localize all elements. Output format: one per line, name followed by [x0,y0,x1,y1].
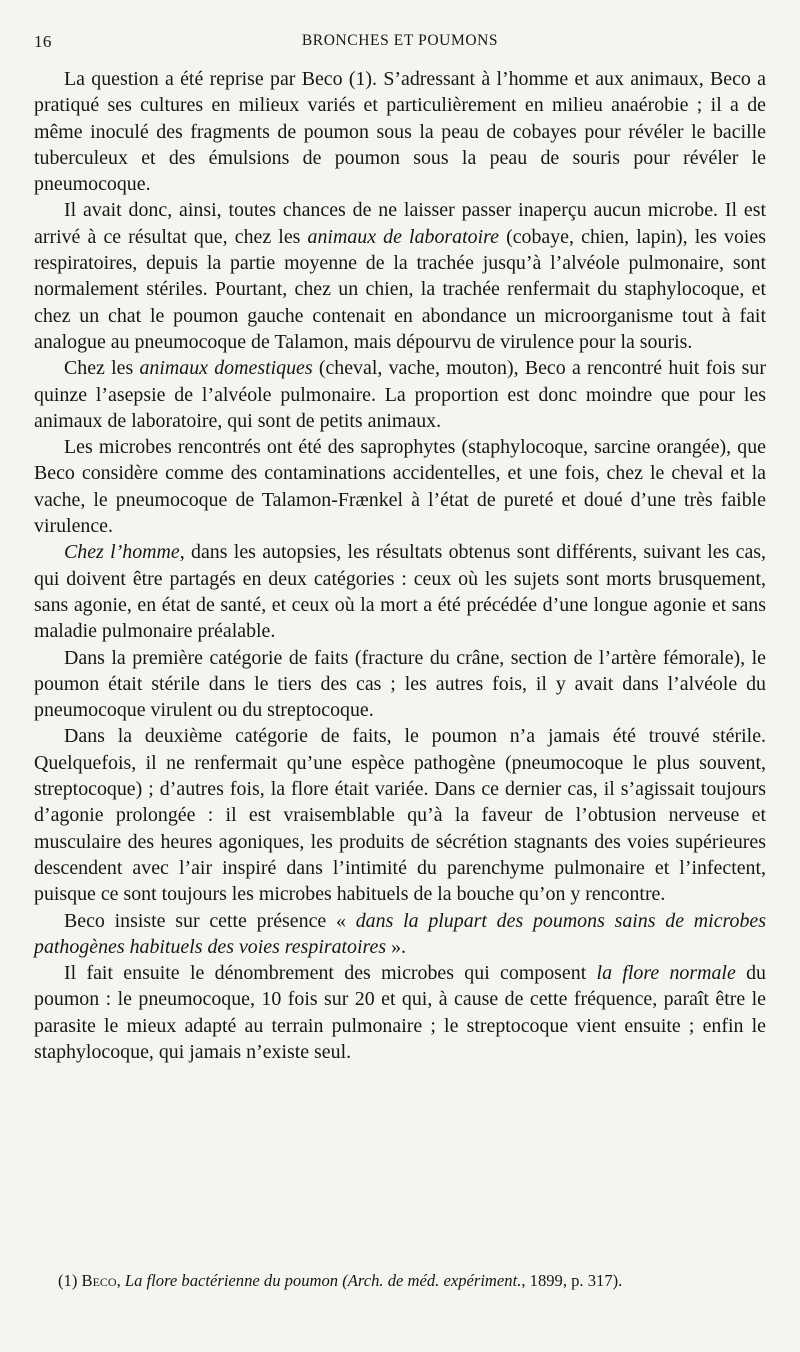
text-run: Dans la deuxième catégorie de faits, le poumon n’a jamais été trouvé stérile. Quelquefois, il ne renfermait qu’une espèce pathogène (pneumocoque le plus souvent, streptocoque) ; d’autres fois, la flore était variée. Dans ce dernier cas, il s’agissait toujours d’agonie prolongée : il est vraisemblable qu’à la faveur de l’obtusion nerveuse et musculaire des heures agoniques, les produits de sécrétion stagnants des voies supérieures descendent avec l’air inspiré dans l’intimité du parenchyme pulmonaire et l’infectent, puisque ce sont toujours les microbes habituels de la bouche qu’on y rencontre. [34,725,766,906]
body-text [34,66,766,1065]
paragraph [34,645,766,724]
italic-text: (Arch. de méd. expériment. [338,1271,522,1290]
page-header [34,28,766,54]
text-run: ». [386,935,406,958]
running-title: BRONCHES ET POUMONS [301,32,499,49]
text-run: Beco insiste sur cette présence « [64,909,356,932]
text-run: , dans les autopsies, les résultats obtenus sont différents, suivant les cas, qui doivent être partagés en deux catégories : ceux où les sujets sont morts brusquement, sans agonie, en état de santé, et ceux où la mort a été précédée d’une longue agonie et sans maladie pulmonaire préalable. [34,541,767,643]
text-run: Les microbes rencontrés ont été des saprophytes (staphylocoque, sarcine orangée), que Beco considère comme des contaminations accidentelles, et une fois, chez le cheval et la vache, le pneumocoque de Talamon-Frænkel à l’état de pureté et doué d’une très faible virulence. [34,436,766,538]
text-run: (cheval, vache, mouton), Beco a rencontré huit fois sur quinze l’asepsie de l’alvéole pulmonaire. La proportion est donc moindre que pour les animaux de laboratoire, qui sont de petits animaux. [34,357,766,432]
footnote [34,1270,766,1292]
paragraph [34,434,766,539]
text-run: Chez les [64,357,140,380]
paragraph [34,355,766,434]
paragraph [34,539,766,644]
text-run: Il avait donc, ainsi, toutes chances de ne laisser passer inaperçu aucun microbe. Il est arrivé à ce résultat que, chez les [34,199,766,248]
paragraph [34,723,766,907]
text-run: Dans la première catégorie de faits (fracture du crâne, section de l’artère fémorale), le poumon était stérile dans le tiers des cas ; les autres fois, il y avait dans l’alvéole du pneumocoque virulent ou du streptocoque. [34,646,766,722]
paragraph [34,908,766,961]
italic-text: la flore normale [596,962,736,985]
italic-text: dans la plupart des poumons sains de microbes pathogènes habituels des voies respiratoires [34,909,766,958]
italic-text: Chez l’homme [64,541,180,564]
page-number: 16 [34,32,52,51]
text-run: (cobaye, chien, lapin), les voies respiratoires, depuis la partie moyenne de la trachée jusqu’à l’alvéole pulmonaire, sont normalement stériles. Pourtant, chez un chien, la trachée renfermait du staphylocoque, et chez un chat le poumon gauche contenait en abondance un microorganisme tout à fait analogue au pneumocoque de Talamon, mais dépourvu de virulence pour la souris. [34,225,766,353]
text-run: (1) [58,1271,82,1290]
text-run: Il fait ensuite le dénombrement des microbes qui composent [64,962,597,985]
paragraph [34,197,766,355]
italic-text: animaux de laboratoire [307,225,499,248]
paragraph [34,960,766,1065]
italic-text: La flore bactérienne du poumon [124,1271,339,1290]
text-run: , [116,1271,125,1290]
italic-text: animaux domestiques [139,357,313,380]
text-run: du poumon : le pneumocoque, 10 fois sur 20 et qui, à cause de cette fréquence, paraît être le parasite le mieux adapté au terrain pulmonaire ; le streptocoque vient ensuite ; enfin le staphylocoque, qui jamais n’existe seul. [34,962,766,1063]
paragraph [34,66,766,197]
text-run: La question a été reprise par Beco (1). S’adressant à l’homme et aux animaux, Beco a pratiqué ses cultures en milieux variés et particulièrement en milieu anaérobie ; il a de même inoculé des fragments de poumon sous la peau de cobayes pour révéler le bacille tuberculeux et des émulsions de poumon sous la peau de souris pour révéler le pneumocoque. [34,68,766,196]
text-run: Beco [81,1271,117,1290]
footnotes [34,1270,766,1292]
text-run: , 1899, p. 317). [521,1271,623,1290]
